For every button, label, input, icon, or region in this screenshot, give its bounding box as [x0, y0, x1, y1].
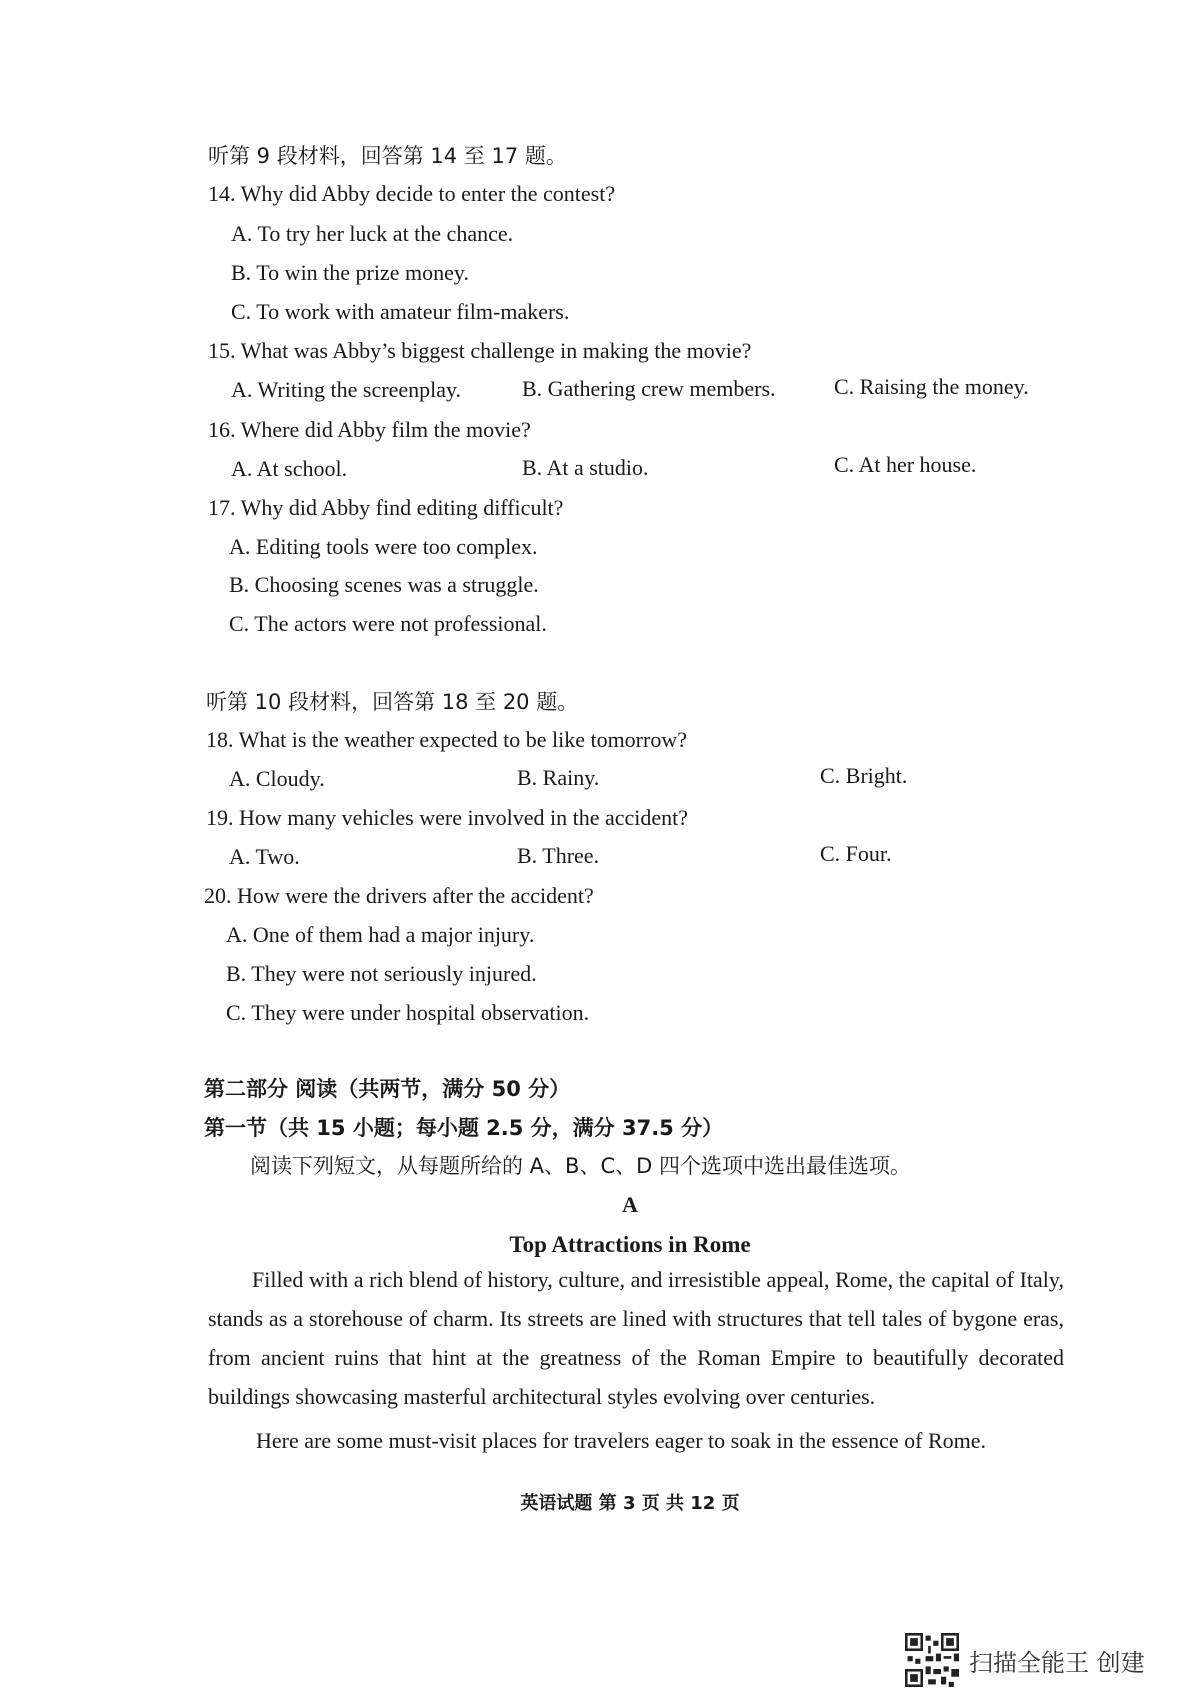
question-19-option-c: C. Four. — [820, 841, 892, 866]
passage-title: Top Attractions in Rome — [509, 1232, 751, 1257]
question-17-option-c: C. The actors were not professional. — [229, 611, 547, 636]
question-16-option-b: B. At a studio. — [522, 455, 649, 480]
section-9-instruction: 听第 9 段材料，回答第 14 至 17 题。 — [208, 144, 567, 168]
question-16-stem: 16. Where did Abby film the movie? — [208, 417, 531, 442]
qr-code-icon — [905, 1633, 959, 1687]
watermark-text: 扫描全能王 创建 — [969, 1648, 1145, 1677]
section-10-instruction: 听第 10 段材料，回答第 18 至 20 题。 — [206, 690, 579, 714]
question-14-option-c: C. To work with amateur film-makers. — [231, 299, 570, 324]
question-18-stem: 18. What is the weather expected to be like tomorrow? — [206, 727, 687, 752]
question-15-option-a: A. Writing the screenplay. — [231, 377, 462, 402]
scanner-watermark — [905, 1633, 1145, 1687]
passage-paragraph-1: Filled with a rich blend of history, culture, and irresistible appeal, Rome, the capital of Italy, stands as a storehouse of charm. Its streets are lined with structures that tell tales of bygone eras, from ancient ruins that hint at the greatness of the Roman Empire to beautifully decorated buildings showcasing masterful architectural styles evolving over centuries. — [208, 1267, 1064, 1409]
question-20-stem: 20. How were the drivers after the accident? — [204, 883, 594, 908]
question-15-option-c: C. Raising the money. — [834, 374, 1029, 399]
question-14-stem: 14. Why did Abby decide to enter the contest? — [208, 181, 616, 206]
question-20-option-b: B. They were not seriously injured. — [226, 961, 537, 986]
question-19-stem: 19. How many vehicles were involved in the accident? — [206, 805, 689, 830]
question-14-option-a: A. To try her luck at the chance. — [231, 221, 514, 246]
question-14-option-b: B. To win the prize money. — [231, 260, 469, 285]
question-19-option-a: A. Two. — [229, 844, 300, 869]
passage-letter: A — [622, 1192, 638, 1217]
passage-paragraph-2: Here are some must-visit places for travelers eager to soak in the essence of Rome. — [256, 1428, 987, 1453]
question-18-option-a: A. Cloudy. — [229, 766, 325, 791]
question-20-option-a: A. One of them had a major injury. — [226, 922, 535, 947]
reading-part-heading: 第二部分 阅读（共两节，满分 50 分） — [204, 1077, 571, 1101]
reading-section-heading: 第一节（共 15 小题；每小题 2.5 分，满分 37.5 分） — [204, 1116, 724, 1140]
question-18-option-b: B. Rainy. — [517, 765, 600, 790]
question-18-option-c: C. Bright. — [820, 763, 908, 788]
question-17-stem: 17. Why did Abby find editing difficult? — [208, 495, 564, 520]
question-15-option-b: B. Gathering crew members. — [522, 376, 776, 401]
page-footer: 英语试题 第 3 页 共 12 页 — [520, 1493, 740, 1514]
question-16-option-a: A. At school. — [231, 456, 348, 481]
question-17-option-a: A. Editing tools were too complex. — [229, 534, 538, 559]
question-17-option-b: B. Choosing scenes was a struggle. — [229, 572, 539, 597]
question-16-option-c: C. At her house. — [834, 452, 977, 477]
question-15-stem: 15. What was Abby’s biggest challenge in making the movie? — [208, 338, 752, 363]
question-19-option-b: B. Three. — [517, 843, 600, 868]
reading-instruction: 阅读下列短文，从每题所给的 A、B、C、D 四个选项中选出最佳选项。 — [250, 1154, 911, 1178]
question-20-option-c: C. They were under hospital observation. — [226, 1000, 590, 1025]
